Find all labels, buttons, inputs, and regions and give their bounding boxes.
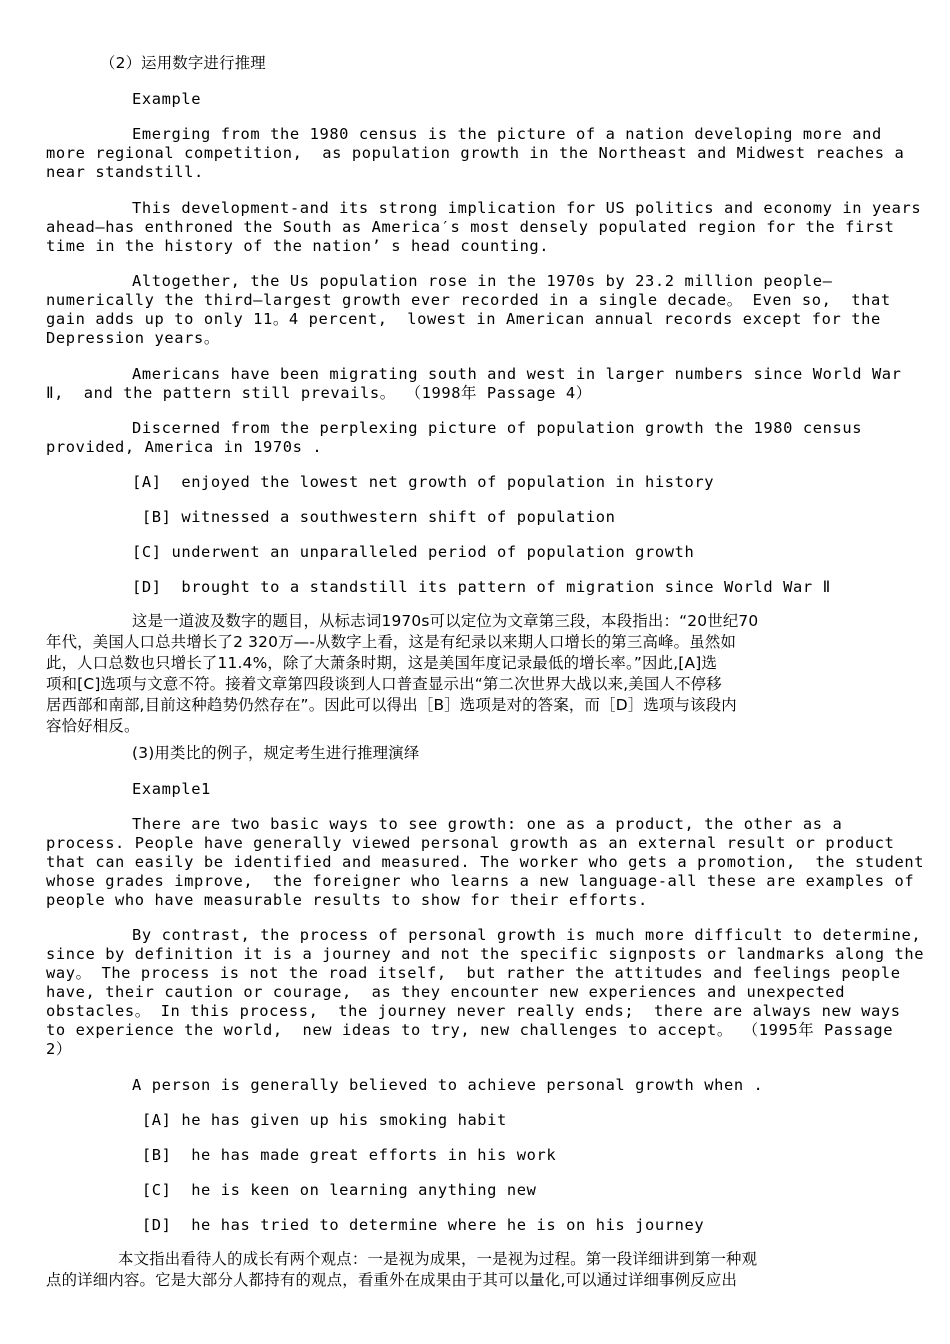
- analysis-line: 年代，美国人口总共增长了2 320万—-从数字上看，这是有纪录以来期人口增长的第三高峰。虽然如: [46, 633, 737, 651]
- option-a: [A] enjoyed the lowest net growth of population in history: [132, 473, 715, 491]
- passage-line: process. People have generally viewed personal growth as an external result or product: [46, 834, 895, 852]
- question-line: Discerned from the perplexing picture of population growth the 1980 census: [132, 419, 863, 437]
- passage-line: more regional competition, as population growth in the Northeast and Midwest reaches a: [46, 144, 905, 162]
- passage-line: whose grades improve, the foreigner who learns a new language-all these are examples of: [46, 872, 915, 890]
- passage-line: time in the history of the nation’ s head counting.: [46, 237, 550, 255]
- section-3-heading: (3)用类比的例子，规定考生进行推理演绎: [132, 744, 420, 762]
- passage-line: Altogether, the Us population rose in the 1970s by 23.2 million people—: [132, 272, 833, 290]
- passage-line: 2）: [46, 1040, 72, 1058]
- passage-line: numerically the third—largest growth ever recorded in a single decade。 Even so, that: [46, 291, 891, 309]
- analysis-line: 这是一道波及数字的题目，从标志词1970s可以定位为文章第三段，本段指出：“20世纪70: [132, 612, 759, 630]
- passage-line: Ⅱ, and the pattern still prevails。 （1998年 Passage 4）: [46, 384, 592, 402]
- option-b: [B] he has made great efforts in his work: [132, 1146, 557, 1164]
- passage-line: to experience the world, new ideas to try, new challenges to accept。 （1995年 Passage: [46, 1021, 894, 1039]
- analysis-line: 本文指出看待人的成长有两个观点：一是视为成果，一是视为过程。第一段详细讲到第一种观: [118, 1250, 758, 1268]
- passage-line: There are two basic ways to see growth: one as a product, the other as a: [132, 815, 843, 833]
- analysis-line: 此，人口总数也只增长了11.4%，除了大萧条时期，这是美国年度记录最低的增长率。”因此,[A]选: [46, 654, 718, 672]
- passage-line: By contrast, the process of personal growth is much more difficult to determine,: [132, 926, 922, 944]
- option-d: [D] he has tried to determine where he is on his journey: [132, 1216, 705, 1234]
- passage-line: since by definition it is a journey and not the specific signposts or landmarks along the: [46, 945, 925, 963]
- passage-line: way。 The process is not the road itself, but rather the attitudes and feelings people: [46, 964, 901, 982]
- option-c: [C] he is keen on learning anything new: [132, 1181, 537, 1199]
- analysis-line: 容恰好相反。: [46, 717, 140, 735]
- passage-line: gain adds up to only 11。4 percent, lowest in American annual records except for the: [46, 310, 881, 328]
- passage-line: have, their caution or courage, as they encounter new experiences and unexpected: [46, 983, 846, 1001]
- passage-line: ahead—has enthroned the South as America′s most densely populated region for the first: [46, 218, 895, 236]
- example-label: Example: [132, 90, 202, 108]
- question-line: provided, America in 1970s .: [46, 438, 323, 456]
- analysis-line: 点的详细内容。它是大部分人都持有的观点，看重外在成果由于其可以量化,可以通过详细事例反应出: [46, 1271, 738, 1289]
- passage-line: Depression years。: [46, 329, 220, 347]
- example-label: Example1: [132, 780, 211, 798]
- option-a: [A] he has given up his smoking habit: [132, 1111, 507, 1129]
- option-c: [C] underwent an unparalleled period of population growth: [132, 543, 695, 561]
- analysis-line: 项和[C]选项与文意不符。接着文章第四段谈到人口普查显示出“第二次世界大战以来,美国人不停移: [46, 675, 722, 693]
- passage-line: near standstill.: [46, 163, 204, 181]
- question-2: A person is generally believed to achieve personal growth when .: [132, 1076, 764, 1094]
- option-d: [D] brought to a standstill its pattern of migration since World War Ⅱ: [132, 578, 831, 596]
- analysis-line: 居西部和南部,目前这种趋势仍然存在”。因此可以得出［B］选项是对的答案，而［D］选项与该段内: [46, 696, 737, 714]
- passage-line: people who have measurable results to show for their efforts.: [46, 891, 648, 909]
- passage-line: Americans have been migrating south and west in larger numbers since World War: [132, 365, 902, 383]
- option-b: [B] witnessed a southwestern shift of population: [132, 508, 616, 526]
- section-2-heading: （2）运用数字进行推理: [100, 54, 266, 72]
- passage-line: obstacles。 In this process, the journey never really ends; there are always new ways: [46, 1002, 901, 1020]
- passage-line: This development-and its strong implication for US politics and economy in years: [132, 199, 922, 217]
- passage-line: that can easily be identified and measured. The worker who gets a promotion, the student: [46, 853, 925, 871]
- passage-line: Emerging from the 1980 census is the picture of a nation developing more and: [132, 125, 882, 143]
